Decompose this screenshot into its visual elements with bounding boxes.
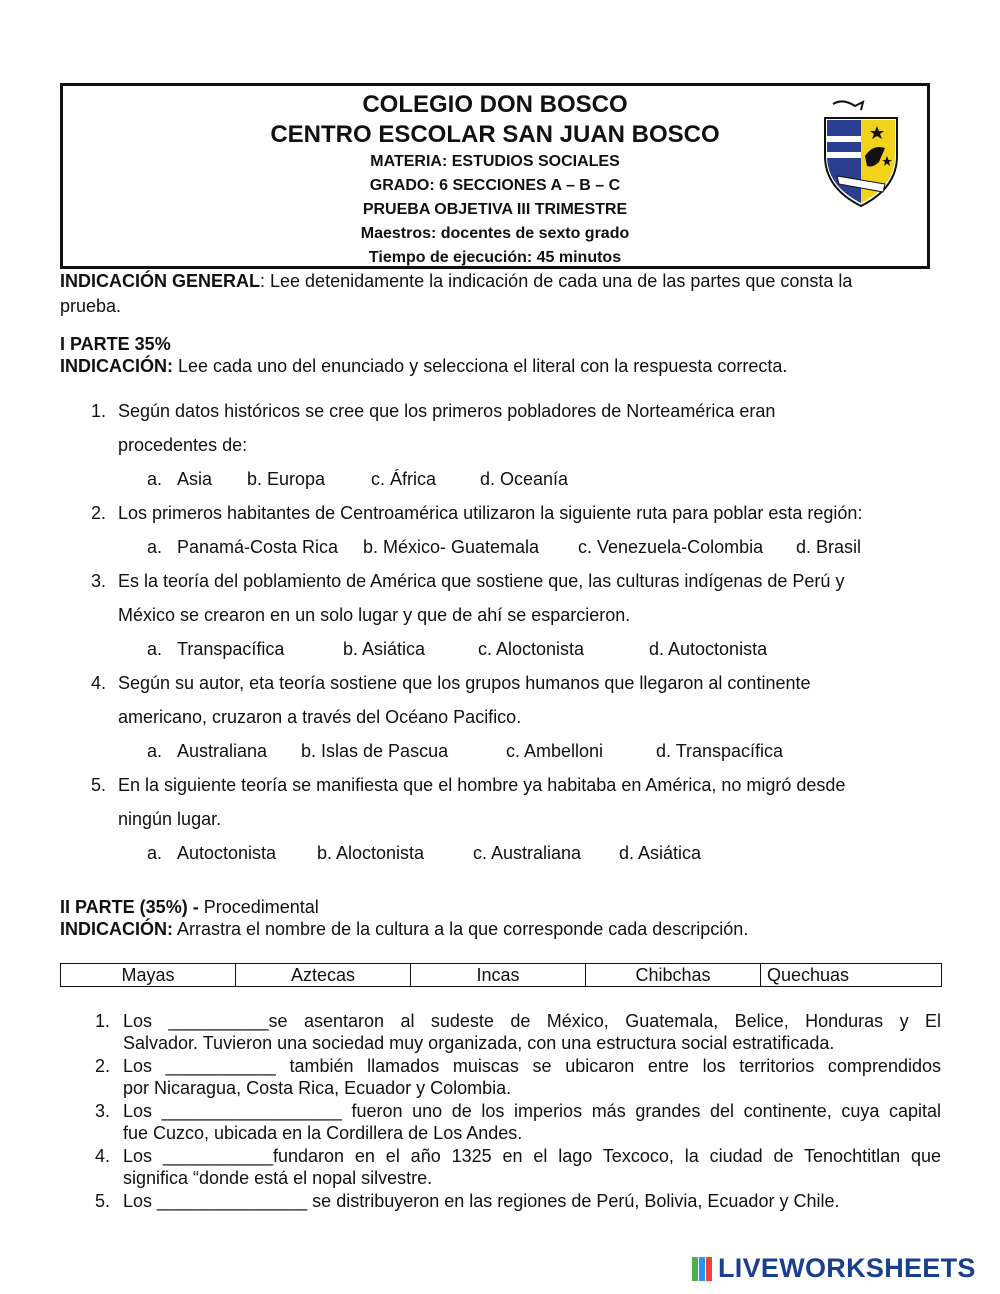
option-b[interactable]: b. Asiática bbox=[343, 639, 426, 659]
option-letter: a. bbox=[147, 843, 163, 863]
culture-aztecas[interactable]: Aztecas bbox=[236, 964, 411, 987]
header-lines bbox=[63, 90, 927, 270]
culture-incas[interactable]: Incas bbox=[411, 964, 586, 987]
question-text-cont: americano, cruzaron a través del Océano Pacifico. bbox=[118, 707, 522, 727]
option-a[interactable]: Asia bbox=[177, 469, 213, 489]
option-c[interactable]: c. Venezuela-Colombia bbox=[578, 537, 764, 557]
option-b[interactable]: b. Aloctonista bbox=[317, 843, 425, 863]
general-indication bbox=[60, 270, 852, 293]
option-b[interactable]: b. México- Guatemala bbox=[363, 537, 540, 557]
option-a[interactable]: Autoctonista bbox=[177, 843, 277, 863]
option-letter: a. bbox=[147, 469, 163, 489]
part2-title-bold: II PARTE (35%) - bbox=[60, 897, 199, 917]
liveworksheets-logo bbox=[690, 1253, 990, 1283]
option-c[interactable]: c. Australiana bbox=[473, 843, 582, 863]
question-text-cont: México se crearon en un solo lugar y que de ahí se esparcieron. bbox=[118, 605, 631, 625]
culture-mayas[interactable]: Mayas bbox=[61, 964, 236, 987]
question-text: Según datos históricos se cree que los primeros pobladores de Norteamérica eran bbox=[118, 401, 776, 421]
subject-line: MATERIA: ESTUDIOS SOCIALES bbox=[370, 153, 620, 170]
part1-title: I PARTE 35% bbox=[60, 334, 171, 354]
option-d[interactable]: d. Brasil bbox=[796, 537, 862, 557]
option-a[interactable]: Transpacífica bbox=[177, 639, 285, 659]
question-text: Según su autor, eta teoría sostiene que los grupos humanos que llegaron al continente bbox=[118, 673, 811, 693]
item-text: Los __________________ fueron uno de los imperios más grandes del continente, cuya capital bbox=[123, 1101, 941, 1121]
part2-indication-text: Arrastra el nombre de la cultura a la que corresponde cada descripción. bbox=[173, 919, 749, 939]
question-number: 1. bbox=[90, 401, 106, 421]
item-number: 5. bbox=[94, 1191, 110, 1211]
option-c[interactable]: c. África bbox=[371, 469, 437, 489]
part2-title bbox=[60, 896, 319, 919]
option-d[interactable]: d. Autoctonista bbox=[649, 639, 768, 659]
time-line: Tiempo de ejecución: 45 minutos bbox=[368, 249, 622, 266]
center-name: CENTRO ESCOLAR SAN JUAN BOSCO bbox=[270, 121, 720, 148]
option-d[interactable]: d. Oceanía bbox=[480, 469, 569, 489]
item-number: 4. bbox=[94, 1146, 110, 1166]
part1-indication-text: Lee cada uno del enunciado y selecciona el literal con la respuesta correcta. bbox=[173, 356, 788, 376]
item-text-cont: fue Cuzco, ubicada en la Cordillera de Los Andes. bbox=[123, 1123, 523, 1143]
option-b[interactable]: b. Europa bbox=[247, 469, 326, 489]
option-letter: a. bbox=[147, 741, 163, 761]
school-name: COLEGIO DON BOSCO bbox=[362, 91, 628, 118]
question-text-cont: procedentes de: bbox=[118, 435, 248, 455]
part2-indication-label: INDICACIÓN: bbox=[60, 919, 173, 939]
test-line: PRUEBA OBJETIVA III TRIMESTRE bbox=[362, 201, 628, 218]
option-c[interactable]: c. Ambelloni bbox=[506, 741, 604, 761]
item-text: Los ___________ también llamados muiscas se ubicaron entre los territorios comprendidos bbox=[123, 1056, 941, 1076]
question-text: Los primeros habitantes de Centroamérica utilizaron la siguiente ruta para poblar esta región: bbox=[118, 503, 863, 523]
item-text: Los ___________fundaron en el año 1325 en el lago Texcoco, la ciudad de Tenochtitlan que bbox=[123, 1146, 941, 1166]
grade-line: GRADO: 6 SECCIONES A – B – C bbox=[369, 177, 621, 194]
question-text: Es la teoría del poblamiento de América que sostiene que, las culturas indígenas de Perú y bbox=[118, 571, 845, 591]
header-box bbox=[60, 83, 930, 269]
part1-indication-label: INDICACIÓN: bbox=[60, 356, 173, 376]
option-a[interactable]: Panamá-Costa Rica bbox=[177, 537, 339, 557]
question-number: 4. bbox=[90, 673, 106, 693]
question-text-cont: ningún lugar. bbox=[118, 809, 222, 829]
option-letter: a. bbox=[147, 537, 163, 557]
general-indication-text: : Lee detenidamente la indicación de cada una de las partes que consta la bbox=[260, 271, 853, 291]
item-number: 3. bbox=[94, 1101, 110, 1121]
option-b[interactable]: b. Islas de Pascua bbox=[301, 741, 449, 761]
brand-name: LIVEWORKSHEETS bbox=[718, 1253, 976, 1283]
item-text: Los _______________ se distribuyeron en las regiones de Perú, Bolivia, Ecuador y Chile. bbox=[123, 1191, 840, 1211]
question-number: 5. bbox=[90, 775, 106, 795]
general-indication-cont: prueba. bbox=[60, 296, 122, 316]
item-text: Los __________se asentaron al sudeste de México, Guatemala, Belice, Honduras y El bbox=[123, 1011, 941, 1031]
option-d[interactable]: d. Asiática bbox=[619, 843, 702, 863]
liveworksheets-icon bbox=[692, 1257, 714, 1281]
question-text: En la siguiente teoría se manifiesta que el hombre ya habitaba en América, no migró desde bbox=[118, 775, 846, 795]
item-number: 2. bbox=[94, 1056, 110, 1076]
item-number: 1. bbox=[94, 1011, 110, 1031]
question-number: 3. bbox=[90, 571, 106, 591]
school-crest-icon bbox=[815, 96, 905, 211]
part2-title-rest: Procedimental bbox=[198, 897, 319, 917]
cultures-word-bank bbox=[60, 963, 942, 987]
part2-indication bbox=[60, 918, 748, 941]
option-c[interactable]: c. Aloctonista bbox=[478, 639, 585, 659]
culture-quechuas[interactable]: Quechuas bbox=[761, 964, 942, 987]
item-text-cont: significa “donde está el nopal silvestre. bbox=[123, 1168, 433, 1188]
option-letter: a. bbox=[147, 639, 163, 659]
question-number: 2. bbox=[90, 503, 106, 523]
item-text-cont: por Nicaragua, Costa Rica, Ecuador y Colombia. bbox=[123, 1078, 512, 1098]
option-d[interactable]: d. Transpacífica bbox=[656, 741, 784, 761]
culture-chibchas[interactable]: Chibchas bbox=[586, 964, 761, 987]
part1-indication bbox=[60, 355, 787, 378]
general-indication-label: INDICACIÓN GENERAL bbox=[60, 271, 261, 291]
option-a[interactable]: Australiana bbox=[177, 741, 268, 761]
item-text-cont: Salvador. Tuvieron una sociedad muy organizada, con una estructura social estratificada. bbox=[123, 1033, 835, 1053]
teachers-line: Maestros: docentes de sexto grado bbox=[360, 225, 630, 242]
